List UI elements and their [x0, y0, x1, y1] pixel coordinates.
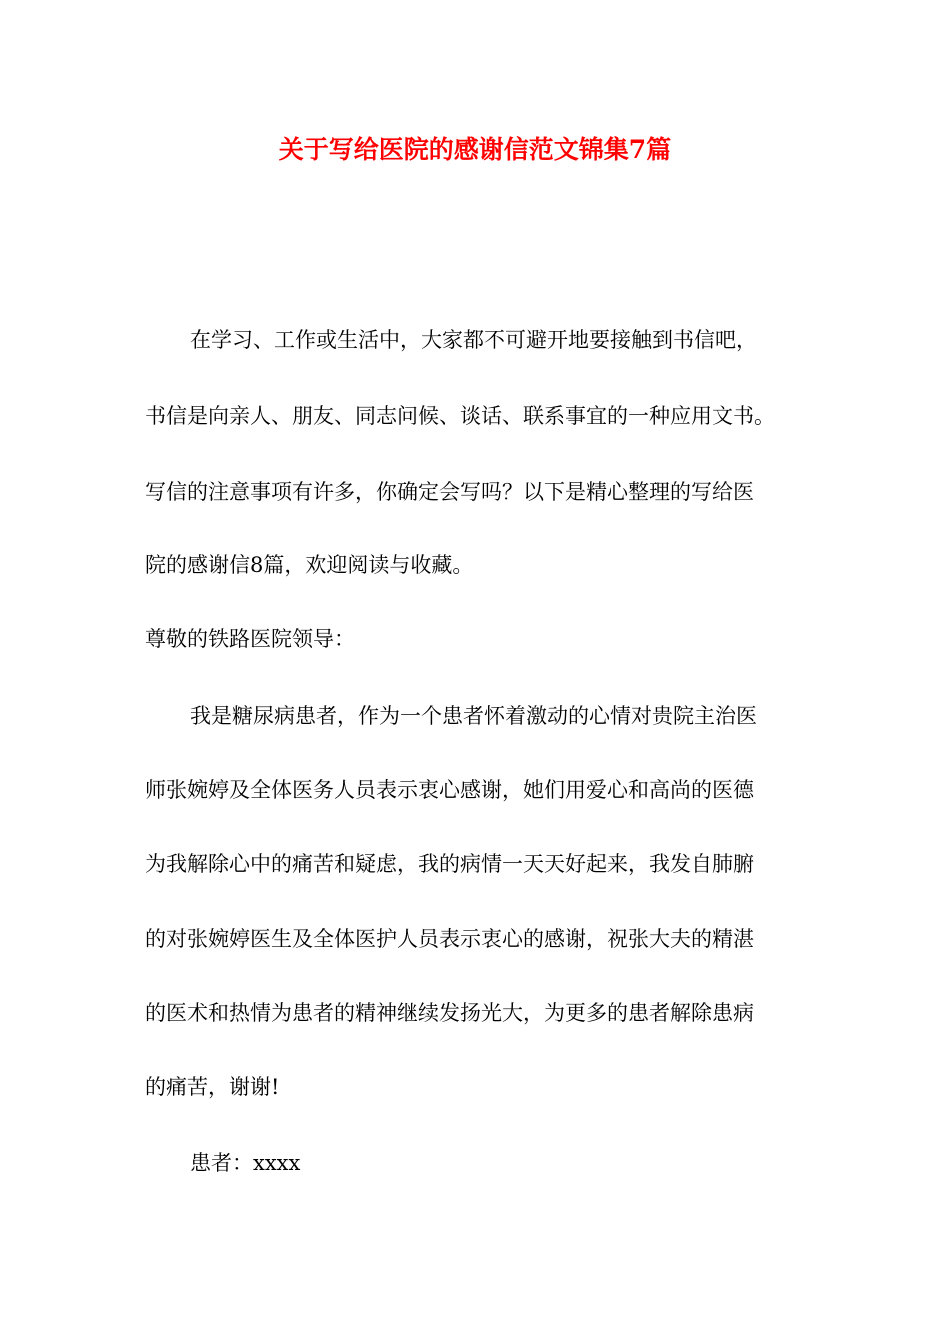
- body-line-6: 的痛苦，谢谢!: [145, 1075, 280, 1099]
- body-line-1: 我是糖尿病患者，作为一个患者怀着激动的心情对贵院主治医: [190, 704, 757, 728]
- body-line-4: 的对张婉婷医生及全体医护人员表示衷心的感谢，祝张大夫的精湛: [145, 927, 754, 951]
- intro-line-3: 写信的注意事项有许多，你确定会写吗？以下是精心整理的写给医: [145, 480, 754, 504]
- body-line-5: 的医术和热情为患者的精神继续发扬光大，为更多的患者解除患病: [145, 1001, 754, 1025]
- intro-line-2: 书信是向亲人、朋友、同志问候、谈话、联系事宜的一种应用文书。: [145, 404, 775, 428]
- signature: 患者：xxxx: [190, 1151, 301, 1175]
- intro-line-1: 在学习、工作或生活中，大家都不可避开地要接触到书信吧，: [190, 328, 757, 352]
- intro-line-4: 院的感谢信8篇，欢迎阅读与收藏。: [145, 553, 474, 577]
- document-title: 关于写给医院的感谢信范文锦集7篇: [278, 135, 672, 164]
- body-line-3: 为我解除心中的痛苦和疑虑，我的病情一天天好起来，我发自肺腑: [145, 852, 754, 876]
- salutation: 尊敬的铁路医院领导：: [145, 627, 355, 651]
- body-line-2: 师张婉婷及全体医务人员表示衷心感谢，她们用爱心和高尚的医德: [145, 778, 754, 802]
